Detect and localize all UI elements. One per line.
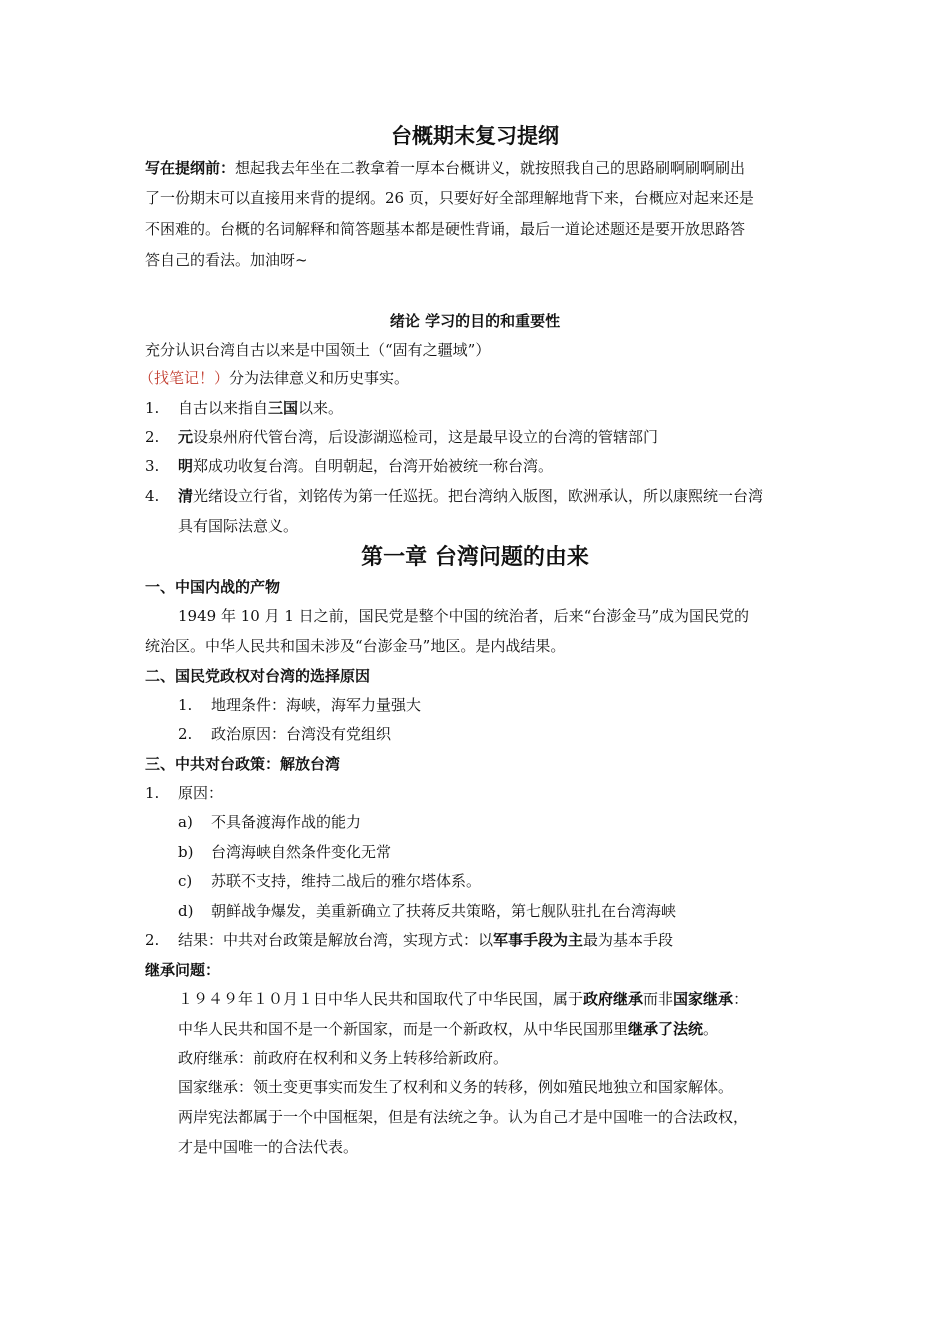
intro-item-2: 元设泉州府代管台湾，后设澎湖巡检司，这是最早设立的台湾的管辖部门: [178, 428, 659, 446]
preface-label: 写在提纲前：: [145, 159, 236, 177]
chapter-1-title: 第一章 台湾问题的由来: [361, 544, 589, 570]
section-2-item-1-num: 1.: [178, 696, 193, 714]
intro-item-4-num: 4.: [145, 487, 160, 505]
subitem-d: 朝鲜战争爆发，美重新确立了扶蒋反共策略，第七舰队驻扎在台湾海峡: [211, 902, 677, 920]
intro-item-3-num: 3.: [145, 457, 160, 475]
section-2-item-1: 地理条件：海峡，海军力量强大: [211, 696, 422, 714]
subitem-a: 不具备渡海作战的能力: [211, 813, 362, 831]
preface-line-3: 不困难的。台概的名词解释和简答题基本都是硬性背诵，最后一道论述题还是要开放思路答: [145, 220, 746, 238]
section-2-item-2: 政治原因：台湾没有党组织: [211, 725, 392, 743]
section-1-heading: 一、中国内战的产物: [145, 578, 281, 596]
section-3-heading: 三、中共对台政策：解放台湾: [145, 755, 341, 773]
intro-heading: 绪论 学习的目的和重要性: [389, 312, 561, 330]
intro-item-1: 自古以来指自三国以来。: [178, 399, 344, 417]
inheritance-line-3: 政府继承：前政府在权利和义务上转移给新政府。: [178, 1049, 509, 1067]
inheritance-line-5: 两岸宪法都属于一个中国框架，但是有法统之争。认为自己才是中国唯一的合法政权，: [178, 1108, 749, 1126]
inheritance-line-1: １９４９年１０月１日中华人民共和国取代了中华民国，属于政府继承而非国家继承：: [178, 990, 749, 1008]
subitem-b: 台湾海峡自然条件变化无常: [211, 843, 392, 861]
intro-line-1: 充分认识台湾自古以来是中国领土（“固有之疆域”）: [145, 341, 491, 359]
section-2-item-2-num: 2.: [178, 725, 193, 743]
inheritance-line-4: 国家继承：领土变更事实而发生了权利和义务的转移，例如殖民地独立和国家解体。: [178, 1078, 734, 1096]
intro-item-3: 明郑成功收复台湾。自明朝起，台湾开始被统一称台湾。: [178, 457, 554, 475]
subitem-c-num: c): [178, 872, 193, 890]
intro-item-4-cont: 具有国际法意义。: [178, 517, 299, 535]
intro-line-2: （找笔记！）分为法律意义和历史事实。: [139, 369, 410, 387]
inheritance-heading: 继承问题：: [145, 961, 221, 979]
section-1-line-2: 统治区。中华人民共和国未涉及“台澎金马”地区。是内战结果。: [145, 637, 566, 655]
subitem-a-num: a): [178, 813, 193, 831]
section-3-item-2: 结果：中共对台政策是解放台湾，实现方式：以军事手段为主最为基本手段: [178, 931, 674, 949]
section-3-item-1: 原因：: [178, 784, 224, 802]
section-2-heading: 二、国民党政权对台湾的选择原因: [145, 667, 371, 685]
section-3-item-2-num: 2.: [145, 931, 160, 949]
section-1-line-1: 1949 年 10 月 1 日之前，国民党是整个中国的统治者，后来“台澎金马”成为国民党的: [178, 607, 749, 625]
subitem-d-num: d): [178, 902, 194, 920]
subitem-c: 苏联不支持，维持二战后的雅尔塔体系。: [211, 872, 482, 890]
preface-line-1: 写在提纲前：想起我去年坐在二教拿着一厚本台概讲义，就按照我自己的思路刷啊刷啊刷出: [145, 159, 746, 177]
preface-line-4: 答自己的看法。加油呀~: [145, 251, 308, 269]
document-title: 台概期末复习提纲: [391, 123, 559, 148]
intro-item-1-num: 1.: [145, 399, 160, 417]
section-3-item-1-num: 1.: [145, 784, 160, 802]
note-reminder: （找笔记！）: [139, 369, 230, 387]
subitem-b-num: b): [178, 843, 194, 861]
preface-line-2: 了一份期末可以直接用来背的提纲。26 页，只要好好全部理解地背下来，台概应对起来还是: [145, 189, 754, 207]
intro-item-2-num: 2.: [145, 428, 160, 446]
inheritance-line-2: 中华人民共和国不是一个新国家，而是一个新政权，从中华民国那里继承了法统。: [178, 1020, 719, 1038]
intro-item-4: 清光绪设立行省，刘铭传为第一任巡抚。把台湾纳入版图，欧洲承认，所以康熙统一台湾: [178, 487, 764, 505]
inheritance-line-6: 才是中国唯一的合法代表。: [178, 1138, 359, 1156]
